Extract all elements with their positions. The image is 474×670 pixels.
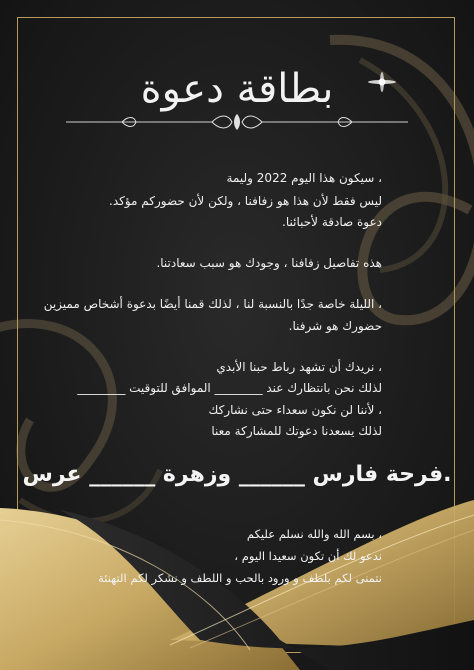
paragraph1-line3: دعوة صادقة لأحبائنا. [282,215,382,229]
paragraph2-line1: هذه تفاصيل زفافنا ، وجودك هو سبب سعادتنا. [156,256,382,270]
page-title: بطاقة دعوة [140,66,334,112]
closing-line2: ندعو لك أن تكون سعيدا اليوم ، [234,549,382,563]
paragraph4-line4: لذلك يسعدنا دعوتك للمشاركة معنا [211,424,382,438]
paragraph3-line1: ، الليلة خاصة جدًا بالنسبة لنا ، لذلك قمنا أيضًا بدعوة أشخاص مميزين [43,297,382,311]
paragraph4-line2: لذلك نحن بانتظارك عند ________ الموافق للتوقيت ________ [77,381,382,395]
closing-line1: ، بسم الله والله نسلم عليكم [246,527,382,541]
paragraph3-line2: حضورك هو شرفنا. [288,319,382,333]
couple-names: .فرحة فارس ______ وزهرة ______ عرس [22,462,452,487]
paragraph1-line2: ليس فقط لأن هذا هو زفافنا ، ولكن لأن حضوركم مؤكد. [109,194,382,208]
closing-line3: نتمنى لكم بلطف و ورود بالحب و اللطف و نشكر لكم التهنئة [98,571,382,585]
paragraph4-line3: ، لأننا لن نكون سعداء حتى نشاركك [208,403,382,417]
paragraph1-line1: ، سيكون هذا اليوم 2022 وليمة [226,171,382,185]
paragraph4-line1: ، نريدك أن تشهد رباط حبنا الأبدي [216,360,382,374]
